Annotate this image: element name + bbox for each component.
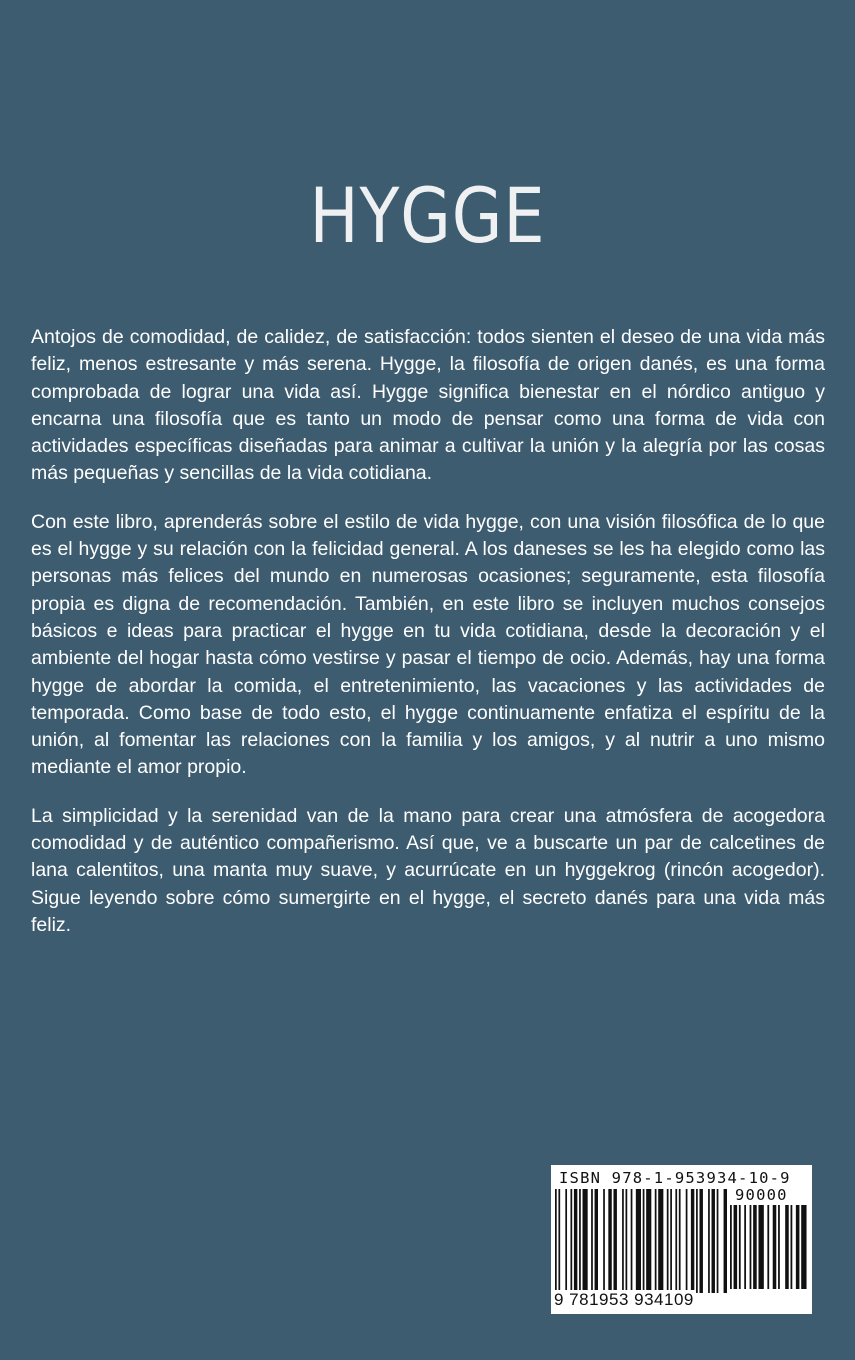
isbn-label: ISBN 978-1-953934-10-9 [559,1169,791,1187]
barcode-bar [667,1189,669,1293]
barcode-bar [583,1189,588,1293]
barcode-bar [712,1189,715,1293]
barcode-bar [767,1205,769,1289]
barcode-bar [708,1189,710,1293]
barcode-bar [691,1189,694,1293]
barcode-bar [699,1189,702,1293]
barcode-bar [608,1189,611,1293]
barcode-bar [739,1205,741,1289]
barcode-bar [631,1189,633,1293]
barcode-bar [626,1189,628,1293]
barcode-bar [778,1205,780,1289]
addon-barcode-bars [730,1205,808,1305]
isbn-barcode [551,1165,812,1314]
barcode-bar [574,1189,577,1293]
ean-digits: 9 781953 934109 [554,1290,694,1309]
barcode-bar [622,1189,624,1293]
barcode-bar [655,1189,657,1293]
barcode-bar [675,1189,677,1293]
barcode-bar [758,1205,763,1289]
barcode-bar [696,1189,698,1293]
blurb-paragraph-1: Antojos de comodidad, de calidez, de satisfacción: todos sienten el deseo de una vida más feliz, menos estresante y más serena. Hygge, la filosofía de origen danés, es una forma comprobada de lograr una vida así. Hygge significa bienestar en el nórdico antiguo y encarna una filosofía que es tanto un modo de pensar como una forma de vida con actividades específicas diseñadas para animar a cultivar la unión y la alegría por las cosas más pequeñas y sencillas de la vida cotidiana. [31,326,825,485]
barcode-bar [579,1189,581,1293]
barcode-bar [686,1189,688,1293]
ean-barcode-bars [555,1189,727,1299]
barcode-bar [753,1205,757,1289]
book-title: HYGGE [309,171,546,260]
barcode-bar [565,1189,567,1293]
barcode-bar [717,1189,719,1293]
blurb-text [31,324,825,960]
barcode-bar [730,1205,732,1289]
barcode-bar [724,1189,727,1293]
barcode-bar [801,1205,806,1289]
barcode-bar [750,1205,752,1289]
barcode-bar [555,1189,557,1293]
blurb-paragraph-3: La simplicidad y la serenidad van de la mano para crear una atmósfera de acogedora comodidad y de auténtico compañerismo. Así que, ve a buscarte un par de calcetines de lana calentitos, una manta muy suave, y acurrúcate en un hyggekrog (rincón acogedor). Sigue leyendo sobre cómo sumergirte en el hygge, el secreto danés para una vida más feliz. [31,804,825,936]
barcode-bar [646,1189,651,1293]
barcode-bar [603,1189,605,1293]
barcode-bar [613,1189,616,1293]
barcode-bar [591,1189,593,1293]
barcode-bar [744,1205,746,1289]
barcode-bar [643,1189,645,1293]
barcode-bar [570,1189,572,1293]
barcode-bar [558,1189,560,1293]
price-code: 90000 [735,1186,788,1204]
barcode-bar [791,1205,793,1289]
barcode-bar [670,1189,672,1293]
barcode-bar [658,1189,663,1293]
barcode-bar [773,1205,777,1289]
barcode-bar [595,1189,598,1293]
blurb-paragraph-2: Con este libro, aprenderás sobre el estilo de vida hygge, con una visión filosófica de lo que es el hygge y su relación con la felicidad general. A los daneses se les ha elegido como las personas más felices del mundo en numerosas ocasiones; seguramente, esta filosofía propia es digna de recomendación. También, en este libro se incluyen muchos consejos básicos e ideas para practicar el hygge en tu vida cotidiana, desde la decoración y el ambiente del hogar hasta cómo vestirse y pasar el tiempo de ocio. Además, hay una forma hygge de abordar la comida, el entretenimiento, las vacaciones y las actividades de temporada. Como base de todo esto, el hygge continuamente enfatiza el espíritu de la unión, al fomentar las relaciones con la familia y los amigos, y al nutrir a uno mismo mediante el amor propio. [31,510,825,779]
barcode-bar [679,1189,681,1293]
barcode-bar [796,1205,800,1289]
barcode-bar [734,1205,738,1289]
barcode-bar [636,1189,641,1293]
barcode-bar [785,1205,789,1289]
